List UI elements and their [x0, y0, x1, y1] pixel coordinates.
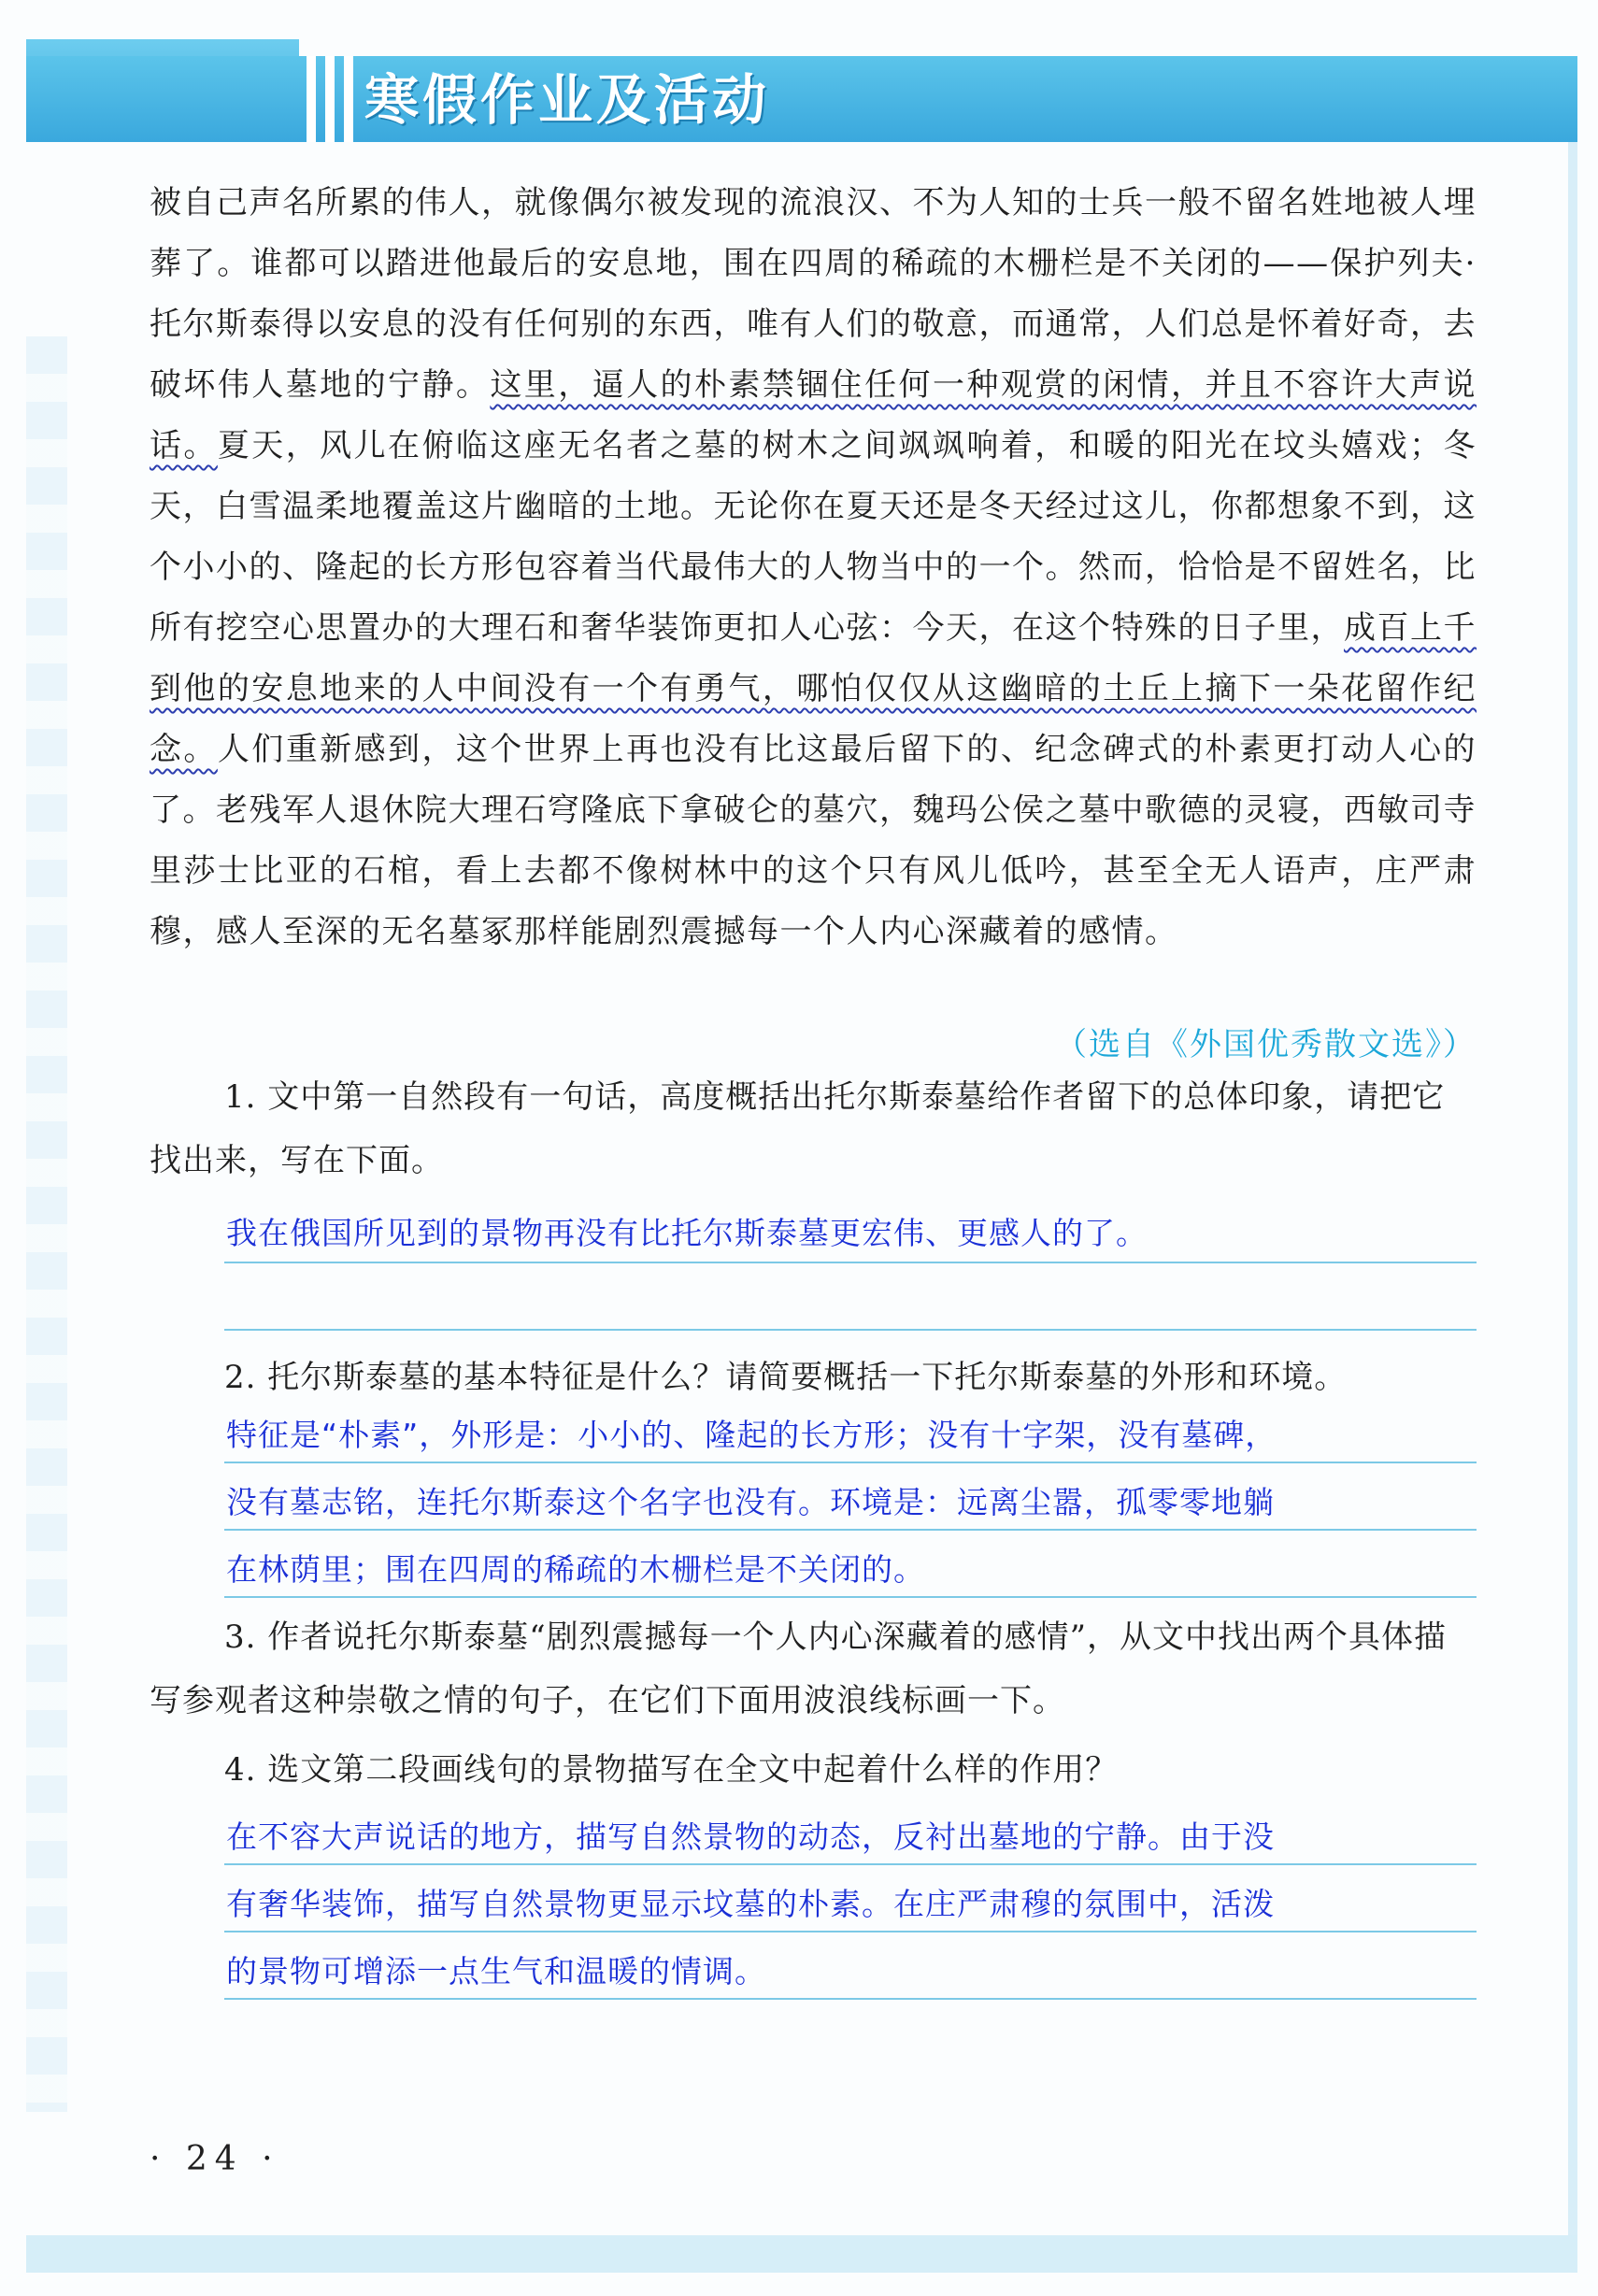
footer-band — [26, 2235, 1577, 2273]
question-2-answer-line-3: 在林荫里；围在四周的稀疏的木栅栏是不关闭的。 — [226, 1551, 925, 1588]
answer-line — [224, 1262, 1477, 1263]
passage-segment-2: 夏天，风儿在俯临这座无名者之墓的树木之间飒飒响着，和暖的阳光在坟头嬉戏；冬天，白雪温柔地覆盖这片幽暗的土地。无论你在夏天还是冬天经过这儿，你都想象不到，这个小小的、隆起的长方形包容着当代最伟大的人物当中的一个。然而，恰恰是不留姓名，比所有挖空心思置办的大理石和奢华装饰更扣人心弦：今天，在这个特殊的日子里， — [150, 427, 1477, 647]
question-2-answer-line-2: 没有墓志铭，连托尔斯泰这个名字也没有。环境是：远离尘嚣，孤零零地躺 — [226, 1484, 1275, 1520]
question-4-answer-line-2: 有奢华装饰，描写自然景物更显示坟墓的朴素。在庄严肃穆的氛围中，活泼 — [226, 1886, 1275, 1922]
question-2-answer-line-1: 特征是“朴素”，外形是：小小的、隆起的长方形；没有十字架，没有墓碑， — [226, 1417, 1277, 1453]
answer-line — [224, 1931, 1477, 1932]
header-band — [26, 56, 1577, 142]
passage-source: （选自《外国优秀散文选》） — [1055, 1026, 1477, 1063]
page-number: · 24 · — [150, 2140, 280, 2178]
question-1-answer: 我在俄国所见到的景物再没有比托尔斯泰墓更宏伟、更感人的了。 — [226, 1215, 1148, 1251]
question-3-text: 3. 作者说托尔斯泰墓“剧烈震撼每一个人内心深藏着的感情”，从文中找出两个具体描写参观者这种崇敬之情的句子，在它们下面用波浪线标画一下。 — [150, 1619, 1448, 1719]
question-4-answer-line-1: 在不容大声说话的地方，描写自然景物的动态，反衬出墓地的宁静。由于没 — [226, 1818, 1275, 1855]
left-margin-decoration — [26, 336, 67, 2112]
question-1-text: 1. 文中第一自然段有一句话，高度概括出托尔斯泰墓给作者留下的总体印象，请把它找出来，写在下面。 — [150, 1078, 1446, 1179]
question-3 — [150, 1605, 1477, 1733]
right-margin-decoration — [1568, 142, 1577, 2245]
answer-line — [224, 1329, 1477, 1331]
answer-line — [224, 1462, 1477, 1463]
wavy-underlined-sentence-1: 这里，逼人的朴素禁锢住任何一种观赏的闲情，并且不容许大声说话。 — [150, 366, 1477, 464]
question-2 — [150, 1346, 1477, 1409]
answer-line — [224, 1998, 1477, 2000]
passage-segment-3: 人们重新感到，这个世界上再也没有比这最后留下的、纪念碑式的朴素更打动人心的了。老残军人退休院大理石穹隆底下拿破仑的墓穴，魏玛公侯之墓中歌德的灵寝，西敏司寺里莎士比亚的石棺，看上去都不像树林中的这个只有风儿低吟，甚至全无人语声，庄严肃穆，感人至深的无名墓冢那样能剧烈震撼每一个人内心深藏着的感情。 — [150, 731, 1477, 950]
answer-line — [224, 1596, 1477, 1598]
question-4 — [150, 1738, 1477, 1802]
wavy-underlined-sentence-2: 成百上千到他的安息地来的人中间没有一个有勇气，哪怕仅仅从这幽暗的土丘上摘下一朵花留作纪念。 — [150, 609, 1477, 768]
header-title: 寒假作业及活动 — [364, 68, 771, 132]
question-4-answer-line-3: 的景物可增添一点生气和温暖的情调。 — [226, 1953, 766, 1989]
header-divider-bars — [307, 56, 353, 142]
question-1 — [150, 1065, 1477, 1192]
question-2-text: 2. 托尔斯泰墓的基本特征是什么？请简要概括一下托尔斯泰墓的外形和环境。 — [224, 1359, 1348, 1396]
question-4-text: 4. 选文第二段画线句的景物描写在全文中起着什么样的作用？ — [224, 1751, 1119, 1789]
passage-paragraph — [150, 173, 1477, 963]
answer-line — [224, 1529, 1477, 1531]
answer-line — [224, 1863, 1477, 1865]
passage-segment-1: 被自己声名所累的伟人，就像偶尔被发现的流浪汉、不为人知的士兵一般不留名姓地被人埋葬了。谁都可以踏进他最后的安息地，围在四周的稀疏的木栅栏是不关闭的——保护列夫·托尔斯泰得以安息的没有任何别的东西，唯有人们的敬意，而通常，人们总是怀着好奇，去破坏伟人墓地的宁静。 — [150, 184, 1477, 404]
passage-text — [150, 173, 1477, 963]
